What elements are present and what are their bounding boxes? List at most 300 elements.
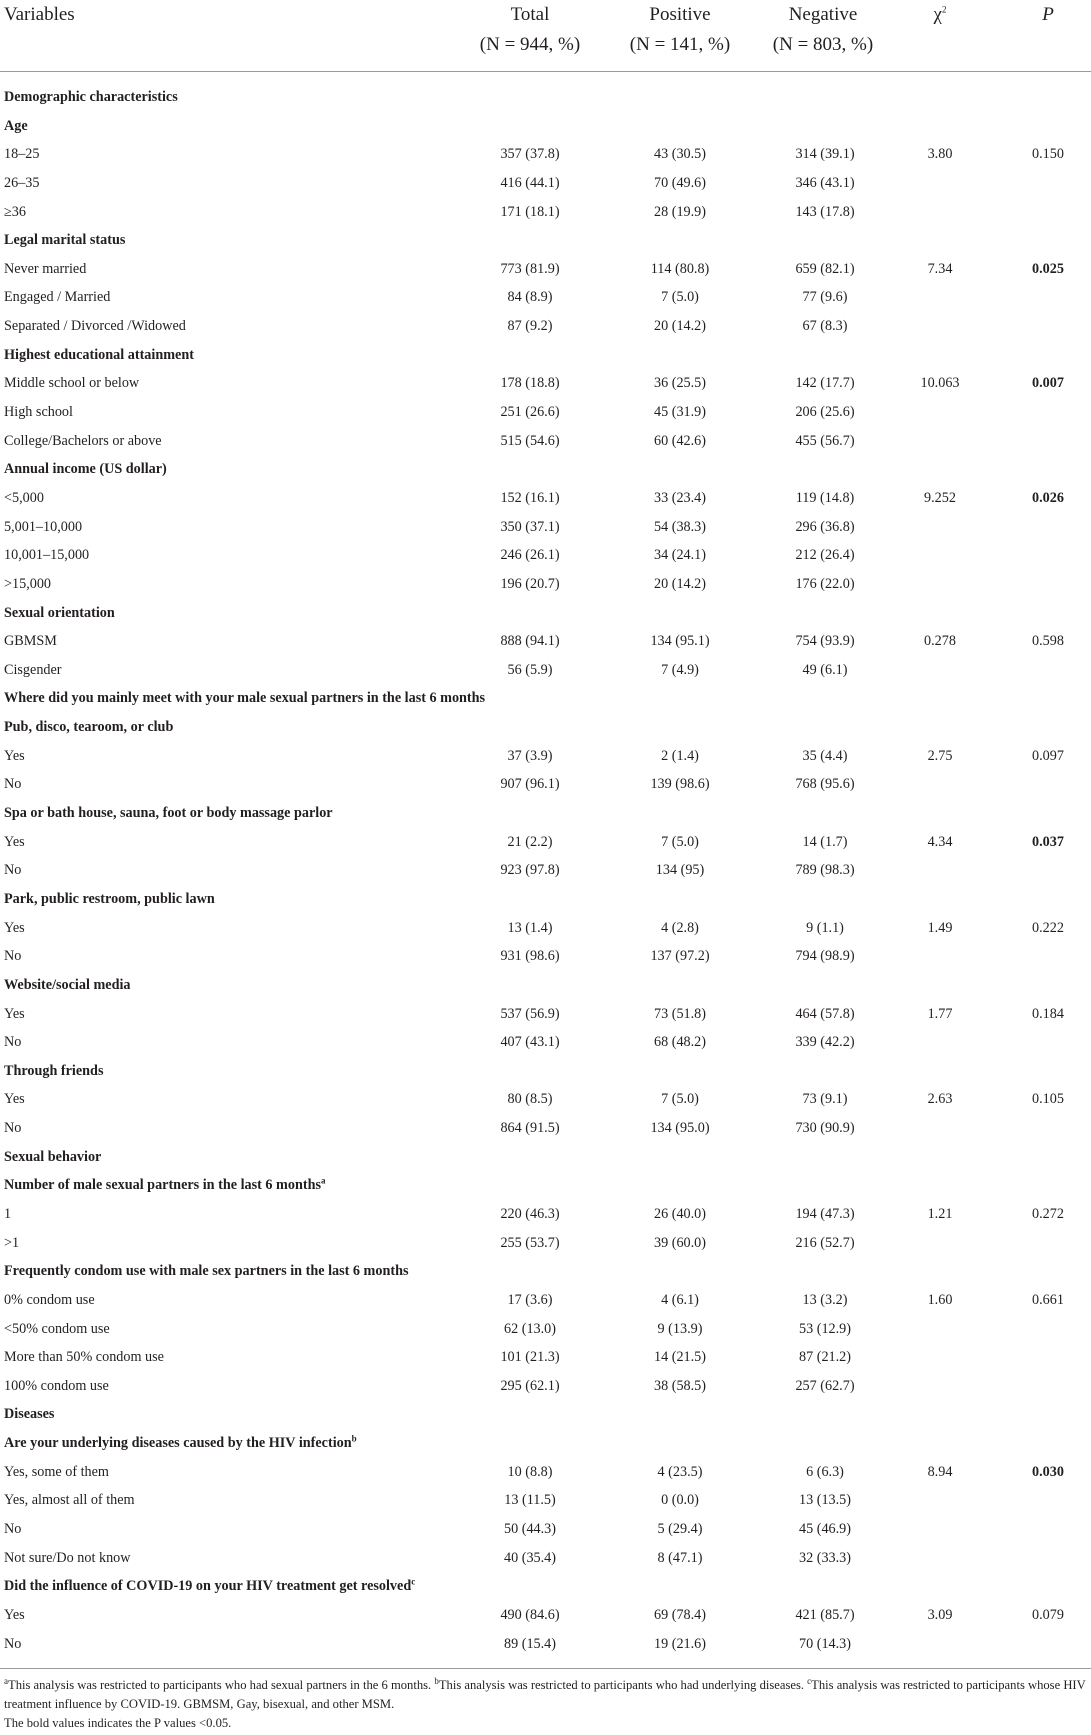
- table-row: [0, 942, 1091, 971]
- table-header: [0, 0, 1091, 72]
- section-heading: [4, 455, 167, 484]
- row-label-text: <5,000: [4, 489, 44, 506]
- row-label: [4, 1286, 95, 1315]
- row-label: [4, 1372, 109, 1401]
- total-cell: 178 (18.8): [500, 375, 560, 392]
- row-label: [4, 828, 25, 857]
- section-heading-row: [0, 799, 1091, 828]
- footnote-line: [4, 1676, 1087, 1714]
- table-row: [0, 742, 1091, 771]
- row-label-text: More than 50% condom use: [4, 1349, 164, 1366]
- table-footnotes: [4, 1676, 1087, 1733]
- header-negative-n: (N = 803, %): [772, 34, 874, 55]
- row-label-text: Yes: [4, 833, 25, 850]
- negative-cell: 296 (36.8): [795, 518, 855, 535]
- total-cell: 87 (9.2): [507, 318, 553, 335]
- table-row: [0, 1486, 1091, 1515]
- header-total-n: (N = 944, %): [479, 34, 581, 55]
- p-value-cell: 0.598: [1032, 633, 1064, 650]
- table-row: [0, 1458, 1091, 1487]
- footnote-c-text: This analysis was restricted to participants whose HIV treatment influence by COVID-19. GBMSM, Gay, bisexual, and other MSM.: [4, 1678, 1086, 1711]
- chi-square-cell: 9.252: [924, 489, 956, 506]
- row-label-text: No: [4, 1120, 22, 1137]
- negative-cell: 212 (26.4): [795, 547, 855, 564]
- section-heading: [4, 599, 115, 628]
- header-positive-label: Positive: [649, 4, 711, 25]
- table-row: [0, 1028, 1091, 1057]
- table-row: [0, 513, 1091, 542]
- positive-cell: 54 (38.3): [653, 518, 706, 535]
- table-row: [0, 1000, 1091, 1029]
- table-row: [0, 398, 1091, 427]
- row-label-text: Did the influence of COVID-19 on your HIV treatment get resolved: [4, 1578, 412, 1595]
- table-row: [0, 828, 1091, 857]
- section-heading-row: [0, 971, 1091, 1000]
- row-label: [4, 484, 44, 513]
- table-row: [0, 484, 1091, 513]
- total-cell: 220 (46.3): [500, 1205, 560, 1222]
- positive-cell: 69 (78.4): [653, 1606, 706, 1623]
- p-value-cell: 0.025: [1032, 260, 1064, 277]
- section-heading: [4, 1171, 325, 1200]
- p-value-cell: 0.272: [1032, 1205, 1064, 1222]
- total-cell: 515 (54.6): [500, 432, 560, 449]
- footer-rule: [0, 1668, 1091, 1669]
- positive-cell: 20 (14.2): [653, 318, 706, 335]
- row-label-text: Park, public restroom, public lawn: [4, 890, 215, 907]
- section-heading-row: [0, 226, 1091, 255]
- negative-cell: 13 (3.2): [802, 1291, 848, 1308]
- row-label-text: >1: [4, 1234, 20, 1251]
- positive-cell: 2 (1.4): [661, 747, 699, 764]
- row-label: [4, 1458, 109, 1487]
- row-label-text: No: [4, 1635, 22, 1652]
- positive-cell: 33 (23.4): [653, 489, 706, 506]
- row-label-text: Never married: [4, 260, 87, 277]
- p-value-cell: 0.037: [1032, 833, 1064, 850]
- total-cell: 931 (98.6): [500, 948, 560, 965]
- total-cell: 907 (96.1): [500, 776, 560, 793]
- total-cell: 923 (97.8): [500, 862, 560, 879]
- row-label-text: GBMSM: [4, 633, 57, 650]
- row-label: [4, 140, 39, 169]
- table-row: [0, 1372, 1091, 1401]
- negative-cell: 143 (17.8): [795, 203, 855, 220]
- row-label-text: Annual income (US dollar): [4, 461, 167, 478]
- table-row: [0, 570, 1091, 599]
- row-label: [4, 255, 86, 284]
- table-row: [0, 1200, 1091, 1229]
- section-heading: [4, 83, 178, 112]
- row-label-text: Yes: [4, 1091, 25, 1108]
- row-label-text: No: [4, 948, 22, 965]
- negative-cell: 754 (93.9): [795, 633, 855, 650]
- negative-cell: 142 (17.7): [795, 375, 855, 392]
- row-label-text: Spa or bath house, sauna, foot or body massage parlor: [4, 805, 333, 822]
- row-label: [4, 742, 25, 771]
- row-label-text: Engaged / Married: [4, 289, 111, 306]
- row-label-text: Sexual behavior: [4, 1148, 102, 1165]
- negative-cell: 194 (47.3): [795, 1205, 855, 1222]
- footnote-a-text: This analysis was restricted to participants who had sexual partners in the 6 months.: [8, 1678, 432, 1692]
- row-label-text: 5,001–10,000: [4, 518, 83, 535]
- row-label: [4, 1601, 25, 1630]
- row-label-text: High school: [4, 404, 73, 421]
- table-row: [0, 427, 1091, 456]
- positive-cell: 14 (21.5): [653, 1349, 706, 1366]
- negative-cell: 13 (13.5): [798, 1492, 851, 1509]
- section-heading-row: [0, 885, 1091, 914]
- row-label: [4, 1000, 25, 1029]
- row-label-text: 100% condom use: [4, 1377, 109, 1394]
- section-heading-row: [0, 1057, 1091, 1086]
- row-label: [4, 513, 82, 542]
- chi-square-cell: 0.278: [924, 633, 956, 650]
- total-cell: 101 (21.3): [500, 1349, 560, 1366]
- footnote-c-sup: c: [807, 1675, 812, 1686]
- row-label: [4, 1200, 11, 1229]
- table-row: [0, 656, 1091, 685]
- row-label-text: Yes, some of them: [4, 1463, 109, 1480]
- p-value-cell: 0.661: [1032, 1291, 1064, 1308]
- table-row: [0, 255, 1091, 284]
- negative-cell: 119 (14.8): [795, 489, 855, 506]
- section-heading: [4, 1057, 103, 1086]
- negative-cell: 176 (22.0): [795, 575, 855, 592]
- p-value-cell: 0.007: [1032, 375, 1064, 392]
- negative-cell: 73 (9.1): [802, 1091, 848, 1108]
- p-value-cell: 0.150: [1032, 146, 1064, 163]
- positive-cell: 68 (48.2): [653, 1034, 706, 1051]
- chi-square-cell: 2.75: [927, 747, 953, 764]
- positive-cell: 4 (23.5): [657, 1463, 703, 1480]
- p-value-cell: 0.097: [1032, 747, 1064, 764]
- negative-cell: 768 (95.6): [795, 776, 855, 793]
- row-label: [4, 169, 39, 198]
- row-label: [4, 541, 89, 570]
- total-cell: 416 (44.1): [500, 174, 560, 191]
- row-label-text: Age: [4, 117, 28, 134]
- row-label-text: Middle school or below: [4, 375, 140, 392]
- chi-square-cell: 3.80: [927, 146, 953, 163]
- row-label-text: No: [4, 1521, 22, 1538]
- positive-cell: 36 (25.5): [653, 375, 706, 392]
- negative-cell: 6 (6.3): [806, 1463, 844, 1480]
- positive-cell: 39 (60.0): [653, 1234, 706, 1251]
- header-chi-sup: 2: [941, 4, 947, 15]
- header-chi-symbol: χ: [933, 4, 942, 25]
- positive-cell: 73 (51.8): [653, 1005, 706, 1022]
- row-label: [4, 942, 21, 971]
- total-cell: 537 (56.9): [500, 1005, 560, 1022]
- footnote-marker: c: [411, 1576, 416, 1587]
- negative-cell: 53 (12.9): [798, 1320, 851, 1337]
- row-label: [4, 398, 73, 427]
- row-label-text: 10,001–15,000: [4, 547, 90, 564]
- total-cell: 80 (8.5): [507, 1091, 553, 1108]
- header-rule: [0, 71, 1091, 72]
- table-row: [0, 856, 1091, 885]
- header-total-label: Total: [510, 4, 550, 25]
- positive-cell: 0 (0.0): [661, 1492, 699, 1509]
- negative-cell: 659 (82.1): [795, 260, 855, 277]
- row-label-text: 18–25: [4, 146, 40, 163]
- row-label: [4, 1486, 135, 1515]
- row-label: [4, 198, 26, 227]
- total-cell: 152 (16.1): [500, 489, 560, 506]
- table-row: [0, 914, 1091, 943]
- row-label-text: Through friends: [4, 1062, 104, 1079]
- row-label: [4, 770, 21, 799]
- section-heading-row: [0, 1143, 1091, 1172]
- negative-cell: 314 (39.1): [795, 146, 855, 163]
- total-cell: 888 (94.1): [500, 633, 560, 650]
- row-label: [4, 1343, 164, 1372]
- section-heading-row: [0, 1429, 1091, 1458]
- positive-cell: 7 (4.9): [661, 661, 699, 678]
- header-variables: Variables: [4, 4, 75, 25]
- total-cell: 17 (3.6): [507, 1291, 553, 1308]
- section-heading: [4, 226, 125, 255]
- negative-cell: 206 (25.6): [795, 404, 855, 421]
- row-label: [4, 427, 162, 456]
- total-cell: 251 (26.6): [500, 404, 560, 421]
- table-row: [0, 1544, 1091, 1573]
- positive-cell: 134 (95): [655, 862, 705, 879]
- negative-cell: 339 (42.2): [795, 1034, 855, 1051]
- negative-cell: 70 (14.3): [798, 1635, 851, 1652]
- row-label-text: <50% condom use: [4, 1320, 110, 1337]
- positive-cell: 134 (95.0): [650, 1120, 710, 1137]
- table-row: [0, 541, 1091, 570]
- positive-cell: 26 (40.0): [653, 1205, 706, 1222]
- section-heading-row: [0, 1400, 1091, 1429]
- row-label: [4, 1028, 21, 1057]
- positive-cell: 114 (80.8): [650, 260, 710, 277]
- table-row: [0, 369, 1091, 398]
- negative-cell: 49 (6.1): [802, 661, 848, 678]
- negative-cell: 421 (85.7): [795, 1606, 855, 1623]
- row-label-text: Separated / Divorced /Widowed: [4, 318, 186, 335]
- section-heading: [4, 971, 131, 1000]
- section-heading-row: [0, 1572, 1091, 1601]
- positive-cell: 20 (14.2): [653, 575, 706, 592]
- positive-cell: 38 (58.5): [653, 1377, 706, 1394]
- row-label: [4, 283, 110, 312]
- positive-cell: 8 (47.1): [657, 1549, 703, 1566]
- chi-square-cell: 8.94: [927, 1463, 953, 1480]
- total-cell: 295 (62.1): [500, 1377, 560, 1394]
- total-cell: 89 (15.4): [503, 1635, 556, 1652]
- footnote-a-sup: a: [4, 1675, 8, 1686]
- negative-cell: 216 (52.7): [795, 1234, 855, 1251]
- positive-cell: 70 (49.6): [653, 174, 706, 191]
- table-row: [0, 1315, 1091, 1344]
- negative-cell: 14 (1.7): [802, 833, 848, 850]
- total-cell: 62 (13.0): [503, 1320, 556, 1337]
- row-label-text: ≥36: [4, 203, 26, 220]
- section-heading-row: [0, 1257, 1091, 1286]
- section-heading: [4, 112, 28, 141]
- table-row: [0, 770, 1091, 799]
- row-label-text: Diseases: [4, 1406, 55, 1423]
- header-positive-n: (N = 141, %): [629, 34, 731, 55]
- positive-cell: 5 (29.4): [657, 1521, 703, 1538]
- p-value-cell: 0.222: [1032, 919, 1064, 936]
- row-label: [4, 1085, 25, 1114]
- total-cell: 350 (37.1): [500, 518, 560, 535]
- section-heading-row: [0, 112, 1091, 141]
- footnote-marker: a: [320, 1175, 326, 1186]
- section-heading: [4, 799, 333, 828]
- total-cell: 196 (20.7): [500, 575, 560, 592]
- total-cell: 357 (37.8): [500, 146, 560, 163]
- positive-cell: 9 (13.9): [657, 1320, 703, 1337]
- row-label-text: Where did you mainly meet with your male sexual partners in the last 6 months: [4, 690, 486, 707]
- positive-cell: 28 (19.9): [653, 203, 706, 220]
- table-row: [0, 283, 1091, 312]
- header-p: P: [1042, 4, 1054, 25]
- total-cell: 864 (91.5): [500, 1120, 560, 1137]
- negative-cell: 77 (9.6): [802, 289, 848, 306]
- row-label: [4, 656, 62, 685]
- total-cell: 246 (26.1): [500, 547, 560, 564]
- total-cell: 407 (43.1): [500, 1034, 560, 1051]
- p-value-cell: 0.079: [1032, 1606, 1064, 1623]
- positive-cell: 4 (2.8): [661, 919, 699, 936]
- table-row: [0, 169, 1091, 198]
- table-row: [0, 1630, 1091, 1659]
- row-label-text: Not sure/Do not know: [4, 1549, 131, 1566]
- row-label-text: No: [4, 1034, 22, 1051]
- chi-square-cell: 1.60: [927, 1291, 953, 1308]
- row-label: [4, 1630, 21, 1659]
- positive-cell: 139 (98.6): [650, 776, 710, 793]
- total-cell: 490 (84.6): [500, 1606, 560, 1623]
- positive-cell: 45 (31.9): [653, 404, 706, 421]
- row-label-text: Yes, almost all of them: [4, 1492, 135, 1509]
- row-label: [4, 914, 25, 943]
- negative-cell: 9 (1.1): [806, 919, 844, 936]
- positive-cell: 60 (42.6): [653, 432, 706, 449]
- row-label-text: Are your underlying diseases caused by the HIV infection: [4, 1435, 352, 1452]
- total-cell: 56 (5.9): [507, 661, 553, 678]
- section-heading: [4, 1400, 54, 1429]
- p-value-cell: 0.105: [1032, 1091, 1064, 1108]
- negative-cell: 257 (62.7): [795, 1377, 855, 1394]
- table-row: [0, 1229, 1091, 1258]
- section-heading: [4, 885, 215, 914]
- section-heading: [4, 1572, 415, 1601]
- table-row: [0, 627, 1091, 656]
- footnote-bold-note: The bold values indicates the P values <0.05.: [4, 1716, 232, 1730]
- total-cell: 773 (81.9): [500, 260, 560, 277]
- row-label: [4, 1229, 19, 1258]
- row-label-text: Pub, disco, tearoom, or club: [4, 719, 174, 736]
- negative-cell: 35 (4.4): [802, 747, 848, 764]
- negative-cell: 67 (8.3): [802, 318, 848, 335]
- header-negative-label: Negative: [788, 4, 858, 25]
- positive-cell: 7 (5.0): [661, 833, 699, 850]
- row-label-text: Demographic characteristics: [4, 89, 178, 105]
- total-cell: 13 (11.5): [504, 1492, 556, 1509]
- row-label-text: Number of male sexual partners in the last 6 months: [4, 1177, 321, 1194]
- table-body: [0, 83, 1091, 1658]
- total-cell: 13 (1.4): [507, 919, 553, 936]
- table-row: [0, 140, 1091, 169]
- row-label-text: Yes: [4, 747, 25, 764]
- positive-cell: 19 (21.6): [653, 1635, 706, 1652]
- row-label-text: Yes: [4, 919, 25, 936]
- row-label-text: Yes: [4, 1606, 25, 1623]
- row-label-text: 26–35: [4, 174, 40, 191]
- table-row: [0, 312, 1091, 341]
- row-label-text: No: [4, 776, 22, 793]
- positive-cell: 34 (24.1): [653, 547, 706, 564]
- total-cell: 171 (18.1): [500, 203, 560, 220]
- section-heading: [4, 1257, 408, 1286]
- row-label-text: >15,000: [4, 575, 52, 592]
- row-label-text: Sexual orientation: [4, 604, 115, 621]
- chi-square-cell: 1.77: [927, 1005, 953, 1022]
- p-value-cell: 0.026: [1032, 489, 1064, 506]
- row-label-text: 1: [4, 1205, 12, 1222]
- positive-cell: 7 (5.0): [661, 1091, 699, 1108]
- row-label-text: 0% condom use: [4, 1291, 95, 1308]
- total-cell: 84 (8.9): [507, 289, 553, 306]
- chi-square-cell: 4.34: [927, 833, 953, 850]
- positive-cell: 43 (30.5): [653, 146, 706, 163]
- section-heading-row: [0, 455, 1091, 484]
- row-label-text: Cisgender: [4, 661, 62, 678]
- negative-cell: 45 (46.9): [798, 1521, 851, 1538]
- p-value-cell: 0.030: [1032, 1463, 1064, 1480]
- total-cell: 50 (44.3): [503, 1521, 556, 1538]
- chi-square-cell: 3.09: [927, 1606, 953, 1623]
- positive-cell: 137 (97.2): [650, 948, 710, 965]
- row-label-text: Yes: [4, 1005, 25, 1022]
- section-heading: [4, 341, 194, 370]
- row-label: [4, 1315, 110, 1344]
- total-cell: 21 (2.2): [507, 833, 553, 850]
- negative-cell: 455 (56.7): [795, 432, 855, 449]
- total-cell: 10 (8.8): [507, 1463, 553, 1480]
- section-heading: [4, 1143, 101, 1172]
- section-heading-row: [0, 713, 1091, 742]
- negative-cell: 87 (21.2): [798, 1349, 851, 1366]
- positive-cell: 7 (5.0): [661, 289, 699, 306]
- row-label-text: Frequently condom use with male sex partners in the last 6 months: [4, 1263, 409, 1280]
- section-heading-row: [0, 1171, 1091, 1200]
- p-value-cell: 0.184: [1032, 1005, 1064, 1022]
- table-row: [0, 1515, 1091, 1544]
- row-label-text: Highest educational attainment: [4, 346, 194, 363]
- positive-cell: 134 (95.1): [650, 633, 710, 650]
- section-heading-row: [0, 341, 1091, 370]
- row-label: [4, 856, 21, 885]
- header-chi-square: [910, 0, 970, 30]
- table-row: [0, 1286, 1091, 1315]
- row-label: [4, 312, 186, 341]
- row-label: [4, 1515, 21, 1544]
- section-heading: [4, 684, 485, 713]
- negative-cell: 464 (57.8): [795, 1005, 855, 1022]
- footnote-b-text: This analysis was restricted to participants who had underlying diseases.: [438, 1678, 804, 1692]
- row-label-text: No: [4, 862, 22, 879]
- table-row: [0, 1343, 1091, 1372]
- chi-square-cell: 1.21: [927, 1205, 953, 1222]
- section-heading-row: [0, 83, 1091, 112]
